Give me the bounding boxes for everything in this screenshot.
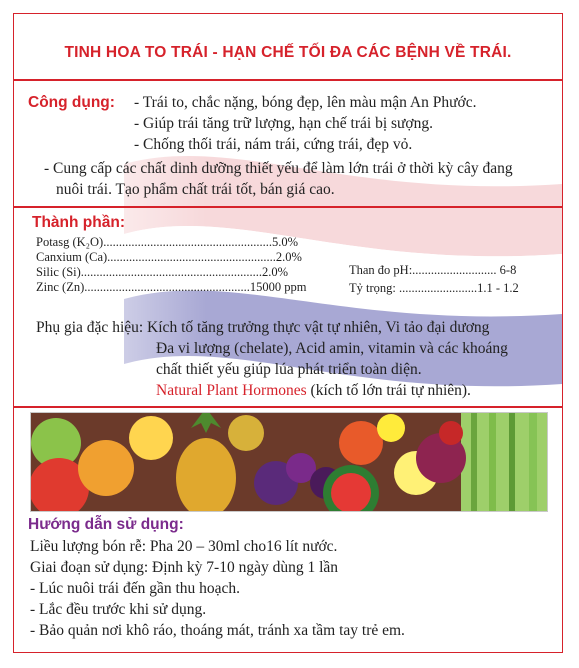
hormones-desc: (kích tố lớn trái tự nhiên).	[306, 382, 471, 399]
composition-heading: Thành phần:	[32, 214, 125, 231]
usage-line: Giai đoạn sử dụng: Định kỳ 7-10 ngày dùng 1 lần	[30, 559, 339, 576]
usage-line: - Lắc đều trước khi sử dụng.	[30, 601, 207, 618]
use-item: - Giúp trái tăng trữ lượng, hạn chế trái bị sượng.	[134, 115, 434, 132]
composition-row: Canxium (Ca)......................................................2.0%	[36, 250, 302, 264]
ph-value: Than đo pH:........................... 6-8	[349, 263, 517, 277]
use-extra-line: nuôi trái. Tạo phẩm chất trái tốt, bán giá cao.	[56, 181, 335, 198]
hormones-label: Natural Plant Hormones	[156, 382, 307, 399]
page-title: TINH HOA TO TRÁI - HẠN CHẾ TỐI ĐA CÁC BỆNH VỀ TRÁI.	[64, 44, 512, 61]
divider	[14, 206, 562, 208]
additives-line: Đa vi lượng (chelate), Acid amin, vitamin và các khoáng	[156, 340, 508, 357]
usage-heading: Hướng dẫn sử dụng:	[28, 516, 184, 533]
use-item: - Trái to, chắc nặng, bóng đẹp, lên màu mận An Phước.	[134, 94, 477, 111]
usage-line: - Bảo quản nơi khô ráo, thoáng mát, tránh xa tầm tay trẻ em.	[30, 622, 405, 639]
composition-row: Silic (Si)..........................................................2.0%	[36, 265, 289, 279]
additives-line: chất thiết yếu giúp lúa phát triển toàn diện.	[156, 361, 422, 378]
density-value: Tỷ trọng: .........................1.1 - 1.2	[349, 281, 519, 295]
usage-line: - Lúc nuôi trái đến gần thu hoạch.	[30, 580, 241, 597]
product-label	[13, 13, 563, 653]
divider	[14, 406, 562, 408]
divider	[14, 79, 562, 81]
use-extra-line: - Cung cấp các chất dinh dưỡng thiết yếu để làm lớn trái ở thời kỳ cây đang	[44, 160, 513, 177]
composition-row: Zinc (Zn).....................................................15000 ppm	[36, 280, 307, 294]
composition-row: Potasg (K₂O)......................................................5.0%	[36, 235, 298, 249]
fruit-banner-image	[30, 412, 548, 512]
usage-line: Liều lượng bón rễ: Pha 20 – 30ml cho16 lít nước.	[30, 538, 338, 555]
uses-heading: Công dụng:	[28, 94, 115, 111]
hormones-line	[156, 382, 471, 400]
use-item: - Chống thối trái, nám trái, cứng trái, đẹp vỏ.	[134, 136, 413, 153]
additives-line: Phụ gia đặc hiệu: Kích tố tăng trưởng thực vật tự nhiên, Vi tảo đại dương	[36, 319, 490, 336]
